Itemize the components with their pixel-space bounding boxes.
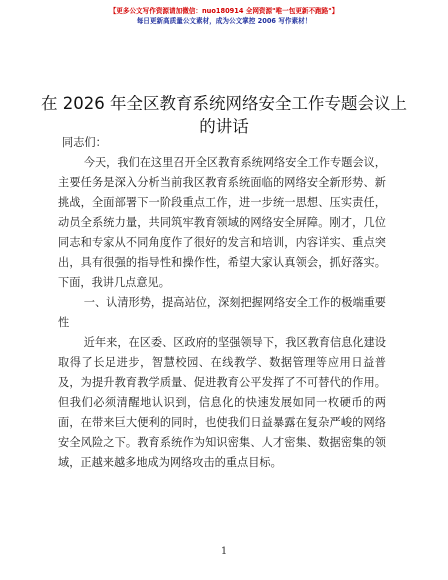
document-title: 在 2026 年全区教育系统网络安全工作专题会议上的讲话 xyxy=(41,94,407,136)
page-number: 1 xyxy=(220,546,228,557)
salutation: 同志们： xyxy=(62,136,107,149)
promo-banner-line-1: 【更多公文写作资源请加微信：nuo180914 全网资源"唯一包更新不跑路"】 xyxy=(109,7,339,15)
section-heading-1: 一、认清形势，提高站位，深刻把握网络安全工作的极端重要性 xyxy=(58,296,386,329)
document-body xyxy=(58,133,386,473)
promo-banner xyxy=(0,6,448,26)
paragraph-intro: 今天，我们在这里召开全区教育系统网络安全工作专题会议，主要任务是深入分析当前我区教育系统面临的网络安全新形势、新挑战，全面部署下一阶段重点工作，进一步统一思想、压实责任，动员全系统力量，共同筑牢教育领域的网络安全屏障。刚才，几位同志和专家从不同角度作了很好的发言和培训，内容详实、重点突出，具有很强的指导性和操作性，希望大家认真领会，抓好落实。下面，我讲几点意见。 xyxy=(58,156,386,289)
promo-banner-line-2: 每日更新高质量公文素材，成为公文掌控 2006 写作素材！ xyxy=(136,17,312,25)
paragraph-section-1: 近年来，在区委、区政府的坚强领导下，我区教育信息化建设取得了长足进步，智慧校园、在线教学、数据管理等应用日益普及，为提升教育教学质量、促进教育公平发挥了不可替代的作用。但我们必须清醒地认识到，信息化的快速发展如同一枚硬币的两面，在带来巨大便利的同时，也使我们日益暴露在复杂严峻的网络安全风险之下。教育系统作为知识密集、人才密集、数据密集的领域，正越来越多地成为网络攻击的重点目标。 xyxy=(58,336,386,469)
